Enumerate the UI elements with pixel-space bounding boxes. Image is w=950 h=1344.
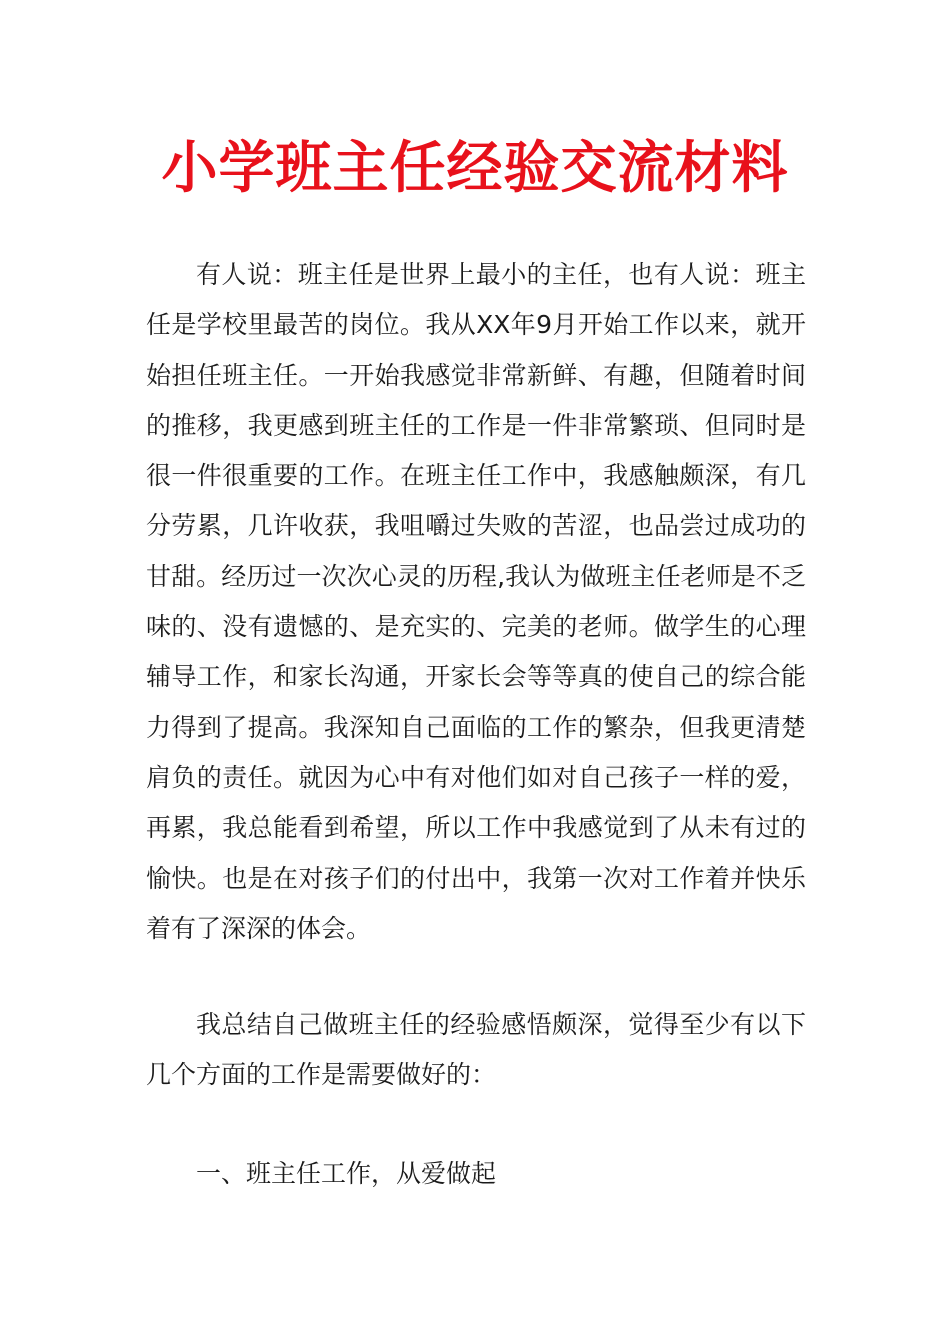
document-title: 小学班主任经验交流材料 [161,135,789,201]
body-paragraph-summary: 我总结自己做班主任的经验感悟颇深，觉得至少有以下几个方面的工作是需要做好的： [146,1010,806,1090]
section-heading-1: 一、班主任工作，从爱做起 [196,1159,497,1188]
body-paragraph-intro: 有人说：班主任是世界上最小的主任，也有人说：班主任是学校里最苦的岗位。我从XX年9月开始工作以来，就开始担任班主任。一开始我感觉非常新鲜、有趣，但随着时间的推移，我更感到班主任的工作是一件非常繁琐、但同时是很一件很重要的工作。在班主任工作中，我感触颇深，有几分劳累，几许收获，我咀嚼过失败的苦涩，也品尝过成功的甘甜。经历过一次次心灵的历程,我认为做班主任老师是不乏味的、没有遗憾的、是充实的、完美的老师。做学生的心理辅导工作，和家长沟通，开家长会等等真的使自己的综合能力得到了提高。我深知自己面临的工作的繁杂，但我更清楚肩负的责任。就因为心中有对他们如对自己孩子一样的爱，再累，我总能看到希望，所以工作中我感觉到了从未有过的愉快。也是在对孩子们的付出中，我第一次对工作着并快乐着有了深深的体会。 [146,260,806,943]
